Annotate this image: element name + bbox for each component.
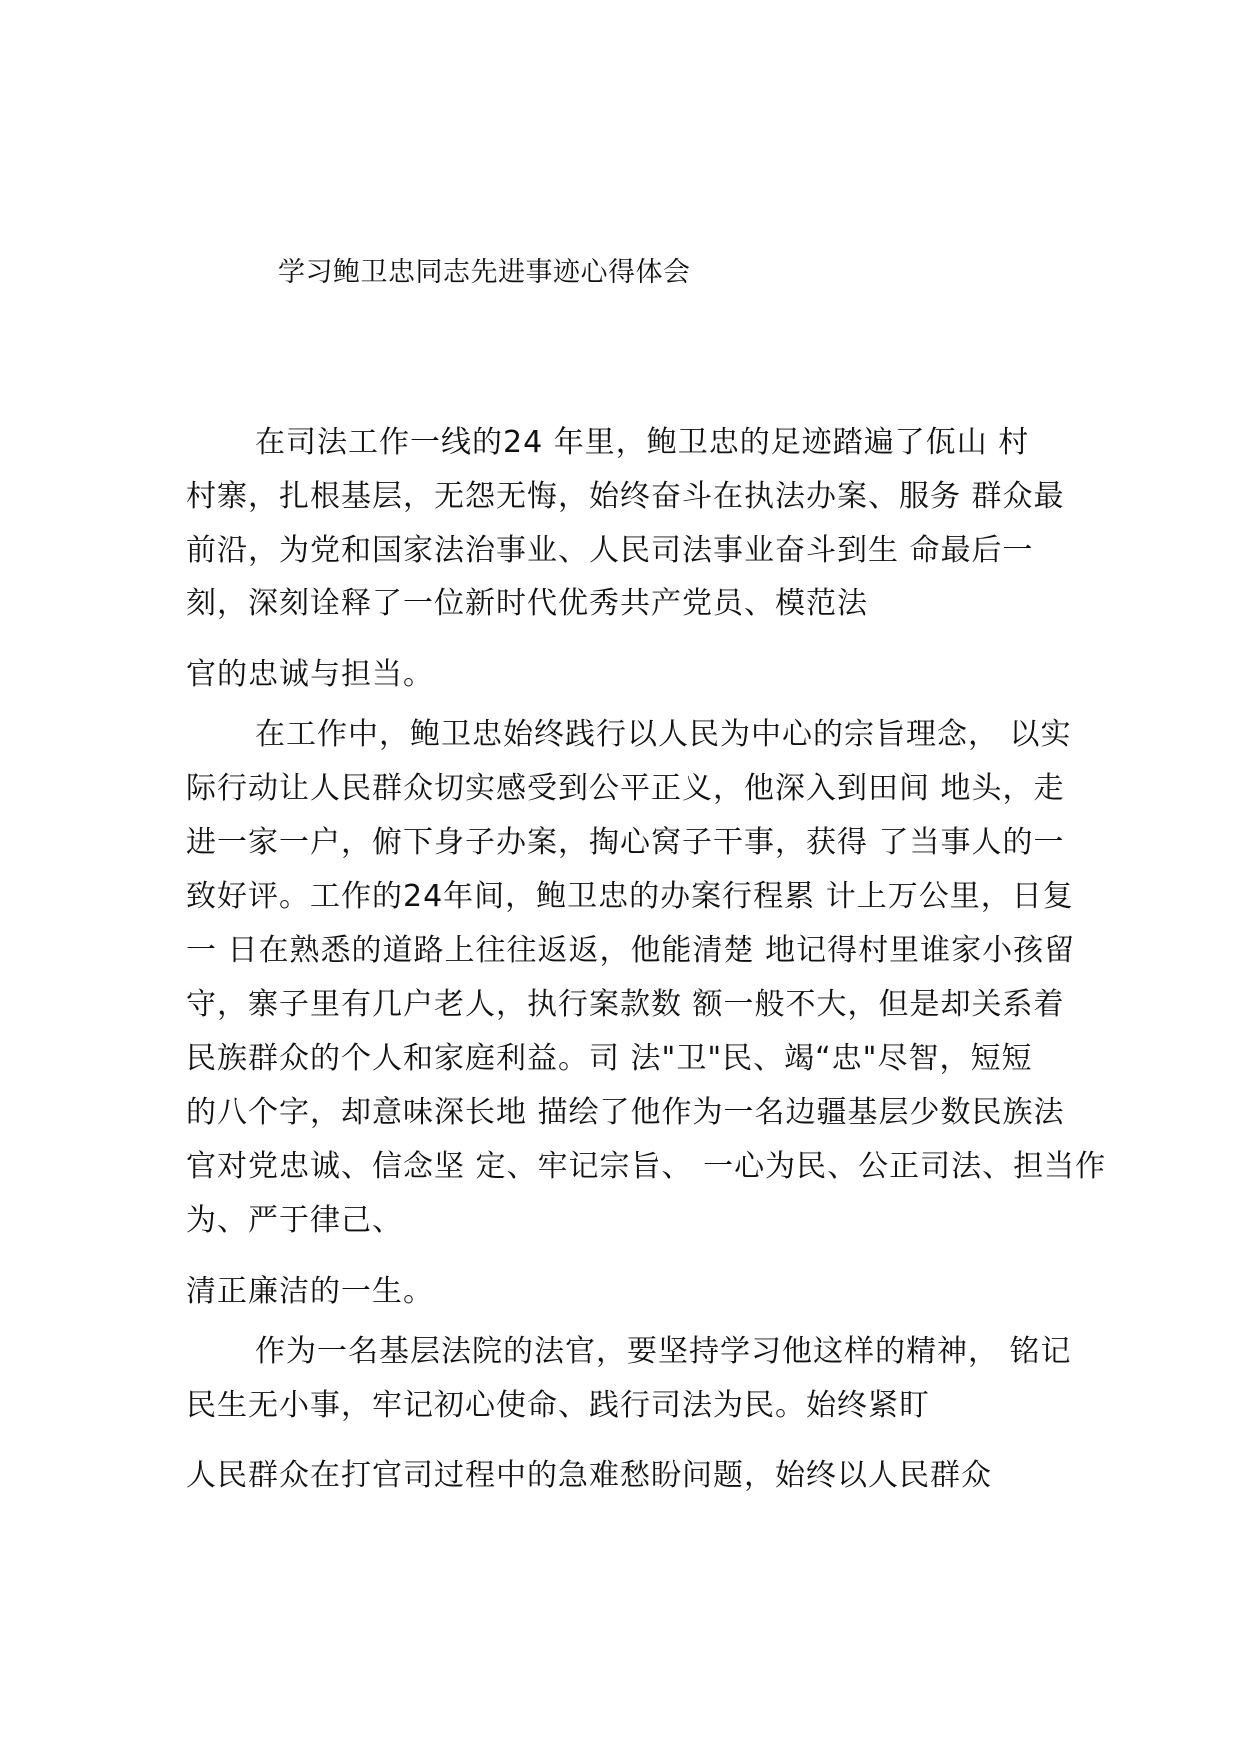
paragraph-2-line-7: 民族群众的个人和家庭利益。司 法"卫"民、竭“忠"尽智，短短 [186, 1041, 1033, 1076]
paragraph-3-line-3: 人民群众在打官司过程中的急难愁盼问题，始终以人民群众 [186, 1458, 992, 1493]
paragraph-2-line-5: 一 日在熟悉的道路上往往返返，他能清楚 地记得村里谁家小孩留 [186, 933, 1076, 968]
paragraph-2-line-4: 致好评。工作的24年间，鲍卫忠的办案行程累 计上万公里，日复 [186, 879, 1074, 914]
paragraph-3-line-2: 民生无小事，牢记初心使命、践行司法为民。始终紧盯 [186, 1388, 930, 1423]
paragraph-1-line-5: 官的忠诚与担当。 [186, 657, 434, 692]
paragraph-2-line-11: 清正廉洁的一生。 [186, 1274, 434, 1309]
paragraph-1-line-2: 村寨，扎根基层，无怨无悔，始终奋斗在执法办案、服务 群众最 [186, 479, 1065, 514]
paragraph-2-line-8: 的八个字，却意味深长地 描绘了他作为一名边疆基层少数民族法 [186, 1095, 1065, 1130]
paragraph-1-line-3: 前沿，为党和国家法治事业、人民司法事业奋斗到生 命最后一 [186, 533, 1034, 568]
paragraph-2-line-10: 为、严于律己、 [186, 1203, 403, 1238]
paragraph-2-line-2: 际行动让人民群众切实感受到公平正义，他深入到田间 地头，走 [186, 771, 1065, 806]
paragraph-2-line-6: 守，寨子里有几户老人，执行案款数 额一般不大，但是却关系着 [186, 987, 1065, 1022]
paragraph-2-line-9: 官对党忠诚、信念坚 定、牢记宗旨、 一心为民、公正司法、担当作 [186, 1149, 1107, 1184]
paragraph-1-line-1: 在司法工作一线的24 年里，鲍卫忠的足迹踏遍了佤山 村 [255, 425, 1030, 460]
paragraph-2-line-3: 进一家一户，俯下身子办案，掏心窝子干事，获得 了当事人的一 [186, 825, 1065, 860]
paragraph-1-line-4: 刻，深刻诠释了一位新时代优秀共产党员、模范法 [186, 586, 868, 621]
paragraph-3-line-1: 作为一名基层法院的法官，要坚持学习他这样的精神， 铭记 [255, 1334, 1072, 1369]
paragraph-2-line-1: 在工作中，鲍卫忠始终践行以人民为中心的宗旨理念， 以实 [255, 717, 1072, 752]
document-title: 学习鲍卫忠同志先进事迹心得体会 [278, 257, 691, 288]
